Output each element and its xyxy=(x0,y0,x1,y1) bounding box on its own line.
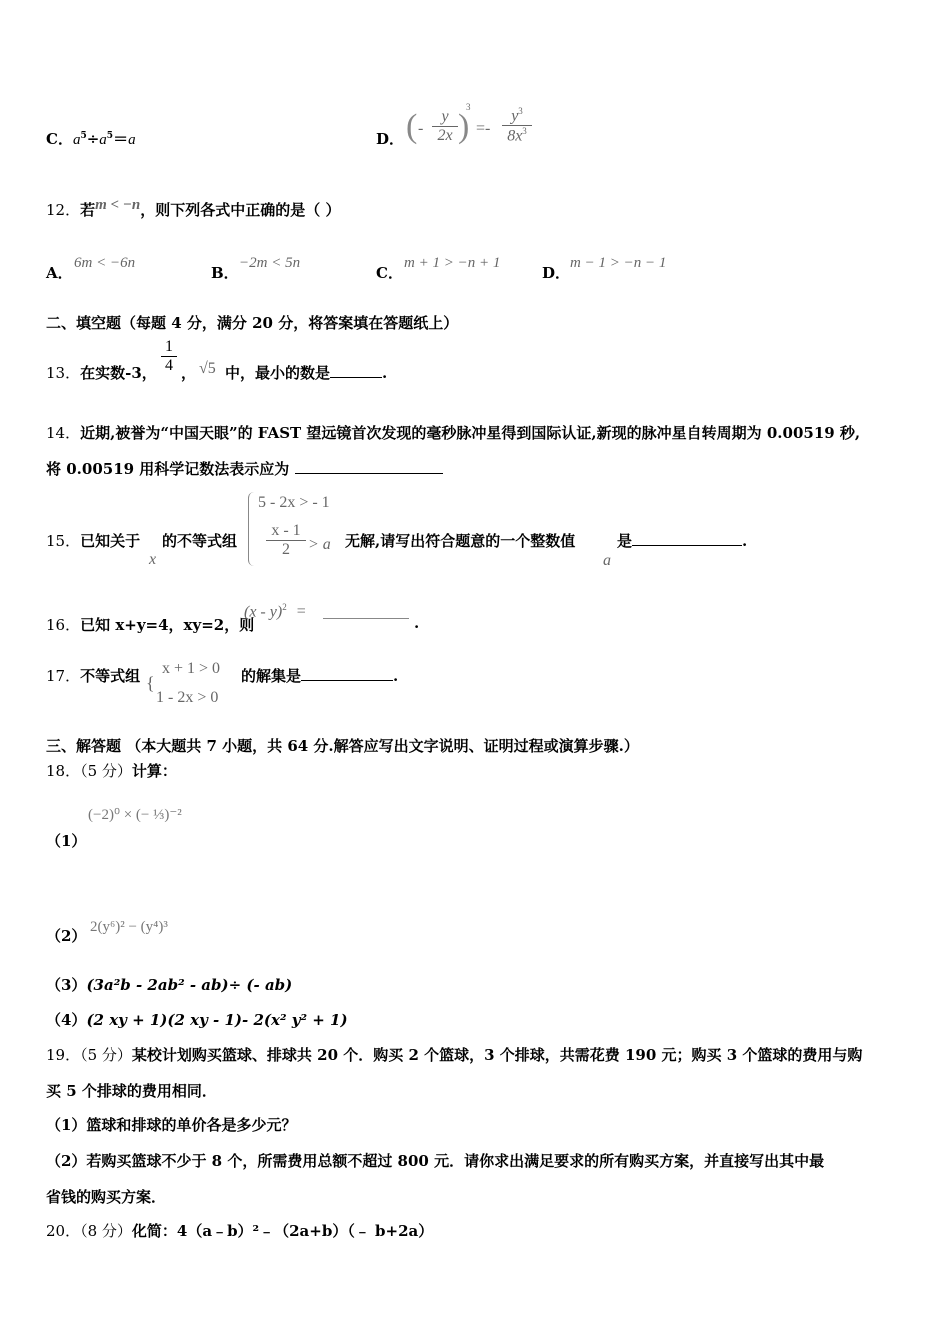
q16-expression xyxy=(244,602,306,621)
math-expression: −2m < 5n xyxy=(239,255,301,271)
option-label: C． xyxy=(376,264,403,282)
paren-left: ( xyxy=(406,108,418,145)
fraction-denominator: 4 xyxy=(161,356,177,375)
math-expression: 2(y⁶)² − (y⁴)³ xyxy=(90,919,168,935)
math-var: 8x xyxy=(507,127,523,145)
question-text: 是 xyxy=(617,532,633,550)
math-expression: m + 1 > −n + 1 xyxy=(404,255,501,271)
q14-line2 xyxy=(46,458,443,479)
separator: ， xyxy=(181,364,197,382)
question-number: 15． xyxy=(46,532,81,550)
q18-part3 xyxy=(46,974,292,995)
math-expression: (x - y) xyxy=(244,603,283,621)
option-label: D． xyxy=(542,264,571,282)
question-number: 13． xyxy=(46,364,81,382)
q12-option-c xyxy=(376,262,403,283)
q15-ineq1: 5 - 2x > - 1 xyxy=(258,494,330,511)
math-var: a xyxy=(99,132,107,148)
question-text: 的解集是 xyxy=(241,667,302,685)
q20-stem xyxy=(46,1220,433,1241)
question-number: 17． xyxy=(46,667,81,685)
q12-option-a xyxy=(46,262,73,283)
question-text: 将 0.00519 用科学记数法表示应为 xyxy=(46,460,290,478)
question-number: 12． xyxy=(46,201,81,219)
math-expression: m < −n xyxy=(95,197,141,213)
fraction-numerator: x - 1 xyxy=(271,522,301,539)
q13-fraction xyxy=(161,338,177,375)
math-expression: (−2)⁰ × (− ⅓)⁻² xyxy=(88,807,182,823)
answer-blank xyxy=(632,545,742,546)
math-var: a xyxy=(128,132,136,148)
system-brace xyxy=(248,492,255,566)
question-part: （2）若购买篮球不少于 8 个，所需费用总额不超过 800 元．请你求出满足要求的所有购买方案，并直接写出其中最 xyxy=(46,1152,825,1170)
math-inequality: 1 - 2x > 0 xyxy=(156,689,219,706)
q15-stem xyxy=(46,530,140,551)
q13-tail xyxy=(225,362,387,383)
system-brace: { xyxy=(146,673,155,693)
part-label: （2） xyxy=(46,927,87,945)
question-text: 已知 x+y=4，xy=2，则 xyxy=(80,616,255,634)
math-fraction xyxy=(502,106,532,146)
question-part: （1）篮球和排球的单价各是多少元？ xyxy=(46,1116,297,1134)
question-text: . xyxy=(382,364,388,382)
part-label: （3） xyxy=(46,976,87,994)
q18-part4 xyxy=(46,1009,348,1030)
question-text: 化简：4（a﹣b）²﹣（2a+b）（﹣ b+2a） xyxy=(131,1222,434,1240)
question-text: 近期,被誉为“中国天眼”的 FAST 望远镜首次发现的毫秒脉冲星得到国际认证,新现的脉冲星自转周期为 0.00519 秒, xyxy=(80,424,861,442)
question-number: 19． xyxy=(46,1046,81,1064)
q12-option-b xyxy=(211,262,239,283)
option-label: D． xyxy=(376,130,405,148)
math-exp: 3 xyxy=(518,106,523,116)
question-text: . xyxy=(393,667,399,685)
q12-option-d xyxy=(542,262,570,283)
question-text: 某校计划购买篮球、排球共 20 个．购买 2 个篮球，3 个排球，共需花费 190 元；购买 3 个篮球的费用与购 xyxy=(131,1046,863,1064)
question-text: 的不等式组 xyxy=(162,532,238,550)
answer-blank xyxy=(301,680,393,681)
math-exp: 3 xyxy=(522,126,527,137)
math-expression: (2 xy + 1)(2 xy - 1)- 2(x² y² + 1) xyxy=(86,1011,348,1029)
question-text: 若 xyxy=(80,201,96,219)
q18-stem xyxy=(46,760,177,781)
math-op: - xyxy=(418,120,424,137)
q14-line1 xyxy=(46,422,860,443)
question-text: . xyxy=(414,614,420,632)
option-label: C． xyxy=(46,130,73,148)
question-text: 不等式组 xyxy=(80,667,141,685)
math-var: a xyxy=(603,552,611,569)
question-score: （5 分） xyxy=(80,762,132,780)
q17-tail xyxy=(241,665,398,686)
math-op: = xyxy=(296,603,306,621)
q19-line1 xyxy=(46,1044,862,1065)
question-text: 计算： xyxy=(131,762,177,780)
question-score: （5 分） xyxy=(80,1046,132,1064)
math-exp: 2 xyxy=(282,602,287,612)
option-label: A． xyxy=(46,264,73,282)
math-var: x xyxy=(149,551,157,568)
question-text: 买 5 个排球的费用相同． xyxy=(46,1082,217,1100)
section-heading: 二、填空题（每题 4 分，满分 20 分，将答案填在答题纸上） xyxy=(46,314,459,332)
math-var: y xyxy=(511,107,519,125)
answer-blank xyxy=(330,377,382,378)
math-sqrt: √5 xyxy=(199,360,216,377)
fraction-numerator: y xyxy=(441,108,449,125)
question-text: 已知关于 xyxy=(80,532,141,550)
fraction-denominator: 2x xyxy=(432,126,458,145)
answer-blank xyxy=(323,618,409,619)
math-expression: (3a²b - 2ab² - ab)÷ (- ab) xyxy=(86,976,293,994)
q13-stem xyxy=(46,362,157,383)
q11-option-d-label xyxy=(376,128,404,149)
fraction-denominator xyxy=(502,125,532,145)
question-part: 省钱的购买方案． xyxy=(46,1188,167,1206)
part-label: （4） xyxy=(46,1011,87,1029)
question-number: 18． xyxy=(46,762,81,780)
q15-ineq2-fraction xyxy=(266,522,306,559)
math-exp: 3 xyxy=(466,102,471,112)
question-text: ，则下列各式中正确的是（ ） xyxy=(140,201,341,219)
paren-right: ) xyxy=(458,108,470,145)
option-label: B． xyxy=(211,264,239,282)
math-op: ＝ xyxy=(113,130,129,148)
q17-stem xyxy=(46,665,140,686)
fraction-numerator: 1 xyxy=(165,338,173,355)
math-inequality: x + 1 > 0 xyxy=(162,660,221,677)
q16-stem xyxy=(46,614,254,635)
q11-option-c xyxy=(46,128,136,149)
section-heading: 三、解答题 （本大题共 7 小题，共 64 分.解答应写出文字说明、证明过程或演算步骤.） xyxy=(46,737,639,755)
math-exp: 5 xyxy=(80,131,87,141)
math-var: a xyxy=(72,132,81,148)
question-score: （8 分） xyxy=(80,1222,132,1240)
question-text: 在实数-3， xyxy=(80,364,157,382)
question-number: 16． xyxy=(46,616,81,634)
part-label: （1） xyxy=(46,832,87,850)
math-relation: > a xyxy=(308,536,331,553)
fraction-numerator xyxy=(502,106,532,125)
q12-stem xyxy=(46,199,341,220)
math-expression: m − 1 > −n − 1 xyxy=(570,255,667,271)
q15-tail xyxy=(617,530,747,551)
math-op: ÷ xyxy=(86,130,100,148)
math-fraction xyxy=(432,108,458,145)
question-text: . xyxy=(742,532,748,550)
math-exp: 5 xyxy=(106,131,114,141)
answer-blank xyxy=(295,473,443,474)
question-text: 中，最小的数是 xyxy=(225,364,331,382)
fraction-denominator: 2 xyxy=(266,540,306,559)
math-expression: 6m < −6n xyxy=(74,255,136,271)
question-text: 无解,请写出符合题意的一个整数值 xyxy=(345,532,576,550)
math-op: =- xyxy=(476,120,491,137)
question-number: 14． xyxy=(46,424,81,442)
question-number: 20． xyxy=(46,1222,81,1240)
